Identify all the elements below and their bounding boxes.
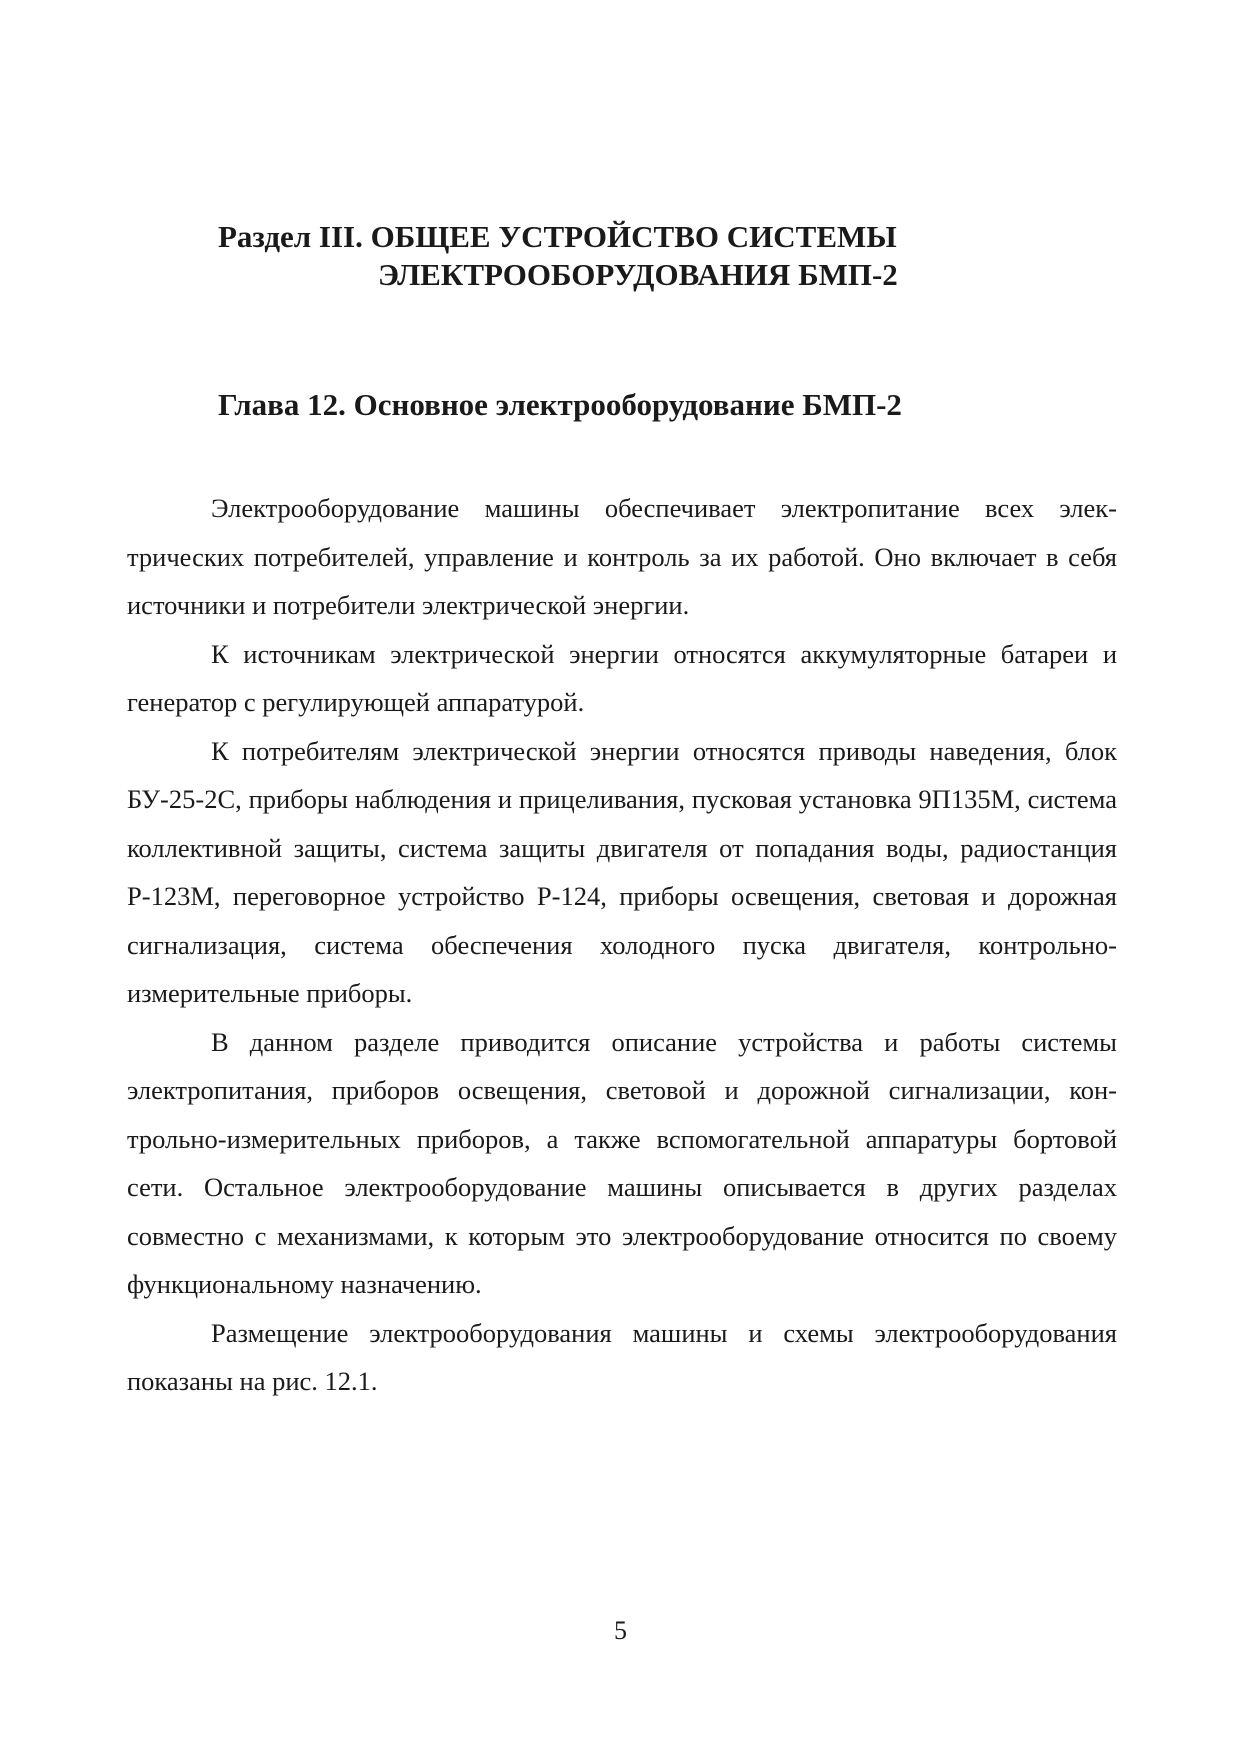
section-title <box>218 218 938 294</box>
body-text <box>127 484 1117 1406</box>
paragraph-1: Электрооборудование машины обеспечивает электропитание всех электрических потребителей, управление и контроль за их работой. Оно включает в себя источники и потребители электрической энергии. <box>127 493 1117 620</box>
paragraph-2: К источникам электрической энергии относятся аккумуляторные батареи и генератор с регулирующей аппаратурой. <box>127 638 1117 717</box>
paragraph-3: К потребителям электрической энергии относятся приводы наведения, блок БУ-25-2С, приборы наблюдения и прицеливания, пусковая установка 9П135М, система коллективной защиты, система защиты двигателя от попадания воды, радиостанция Р-123М, переговорное устройство Р-124, приборы освещения, световая и дорожная сигнализация, система обеспечения холодного пуска двигателя, контрольно-измерительные приборы. <box>127 735 1117 1008</box>
section-title-line2: ЭЛЕКТРООБОРУДОВАНИЯ БМП-2 <box>378 257 898 292</box>
chapter-title: Глава 12. Основное электрооборудование БМП-2 <box>218 387 902 422</box>
paragraph-4: В данном разделе приводится описание устройства и работы системы электропитания, приборов освещения, световой и дорожной сигнализации, контрольно-измерительных приборов, а также вспомогательной аппаратуры бортовой сети. Остальное электрооборудование машины описывается в других разделах совместно с механизмами, к которым это электрооборудование относится по своему функциональному назначению. <box>127 1026 1117 1299</box>
section-title-line1: Раздел III. ОБЩЕЕ УСТРОЙСТВО СИСТЕМЫ <box>218 219 897 254</box>
page-number: 5 <box>614 1616 627 1645</box>
paragraph-5: Размещение электрооборудования машины и схемы электрооборудования показаны на рис. 12.1. <box>127 1317 1117 1396</box>
